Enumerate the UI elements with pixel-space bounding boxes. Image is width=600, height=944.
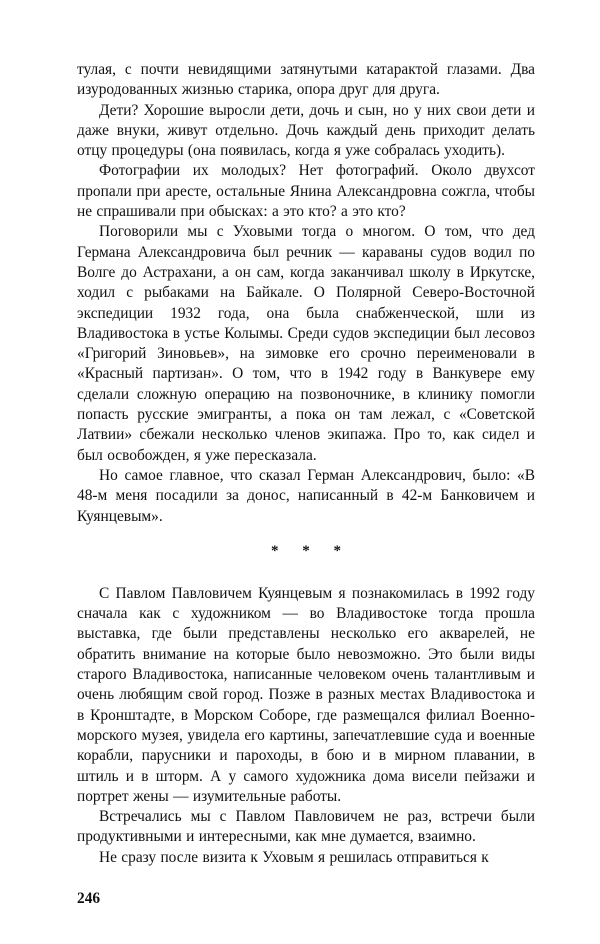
paragraph-main-statement: Но самое главное, что сказал Герман Александрович, было: «В 48-м меня посадили за донос, написанный в 42-м Банковичем и Куянцевым». (77, 466, 535, 525)
paragraph-final-line: Не сразу после визита к Уховым я решилась отправиться к (99, 848, 489, 866)
paragraph-photographs: Фотографии их молодых? Нет фотографий. Около двухсот пропали при аресте, остальные Янина Александровна сожгла, чтобы не спрашивали при обысках: а это кто? а это кто? (77, 162, 535, 221)
paragraph-children: Дети? Хорошие выросли дети, дочь и сын, но у них свои дети и даже внуки, живут отдельно. Дочь каждый день приходит делать отцу процедуры (она появилась, когда я уже собралась уходить). (77, 101, 535, 160)
paragraph-continuation: тулая, с почти невидящими затянутыми катарактой глазами. Два изуродованных жизнью старика, опора друг для друга. (77, 61, 535, 99)
section-separator: * * * (271, 542, 351, 559)
paragraph-meetings: Встречались мы с Павлом Павловичем не раз, встречи были продуктивными и интересными, как мне думается, взаимно. (77, 808, 535, 846)
paragraph-conversation: Поговорили мы с Уховыми тогда о многом. О том, что дед Германа Александровича был речник — караваны судов водил по Волге до Астрахани, а он сам, когда заканчивал школу в Иркутске, ходил с рыбаками на Байкале. О Полярной Северо-Восточной экспедиции 1932 года, она была снабженческой, шли из Владивостока в устье Колымы. Среди судов экспедиции был лесовоз «Григорий Зиновьев», на зимовке его срочно переименовали в «Красный партизан». О том, что в 1942 году в Ванкувере ему сделали сложную операцию на позвоночнике, в клинику помогли попасть русские эмигранты, а пока он там лежал, с «Советской Латвии» сбежали несколько членов экипажа. Про то, как сидел и был освобожден, я уже пересказала. (77, 223, 535, 464)
page-number: 246 (77, 890, 101, 907)
paragraph-kuyantsev-intro: С Павлом Павловичем Куянцевым я познакомилась в 1992 году сначала как с художником — во Владивостоке тогда прошла выставка, где были представлены несколько его акварелей, не обратить внимание на которые было невозможно. Это были виды старого Владивостока, написанные человеком очень талантливым и очень любящим свой город. Позже в разных местах Владивостока и в Кронштадте, в Морском Соборе, где размещался филиал Военно-морского музея, увидела его картины, запечатлевшие суда и военные корабли, парусники и пароходы, в бою и в мирном плавании, в штиль и в шторм. А у самого художника дома висели пейзажи и портрет жены — изумительные работы. (77, 584, 535, 805)
page-body (77, 60, 535, 868)
